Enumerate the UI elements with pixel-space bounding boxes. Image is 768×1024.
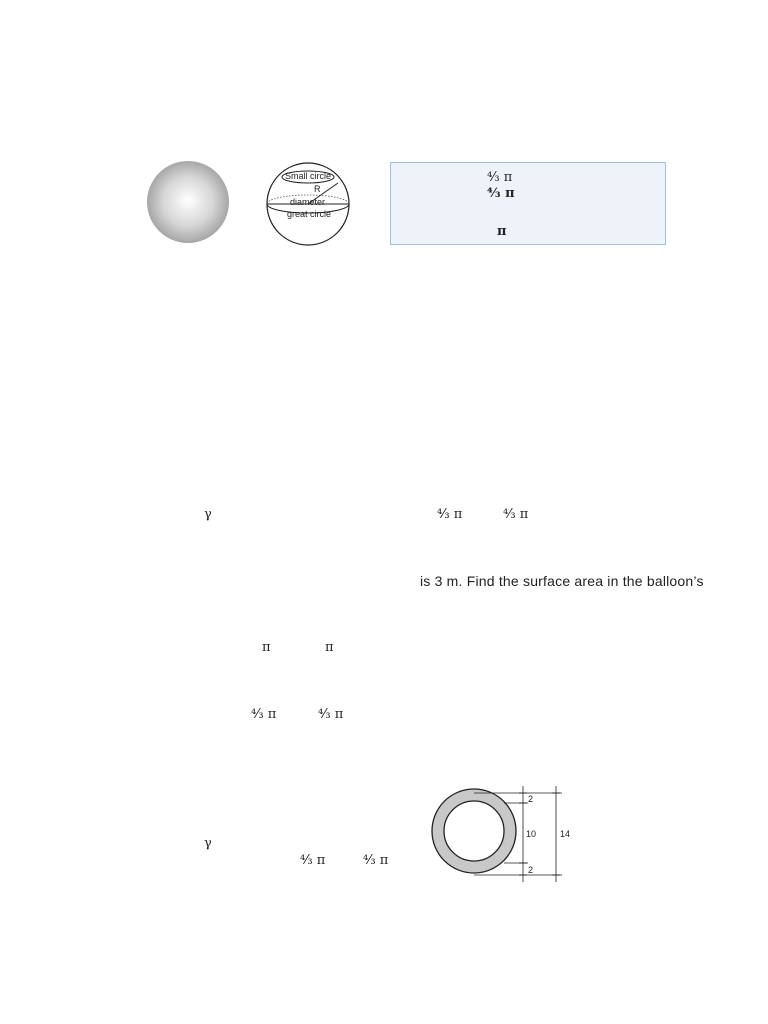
formula-line-1: ⁴⁄₃ π [487,170,513,185]
volume-formula-1a: ⁴⁄₃ π [437,507,463,522]
formula-box [390,162,666,245]
dim-label-bottom: 2 [528,865,534,875]
diameter-label: diameter [290,197,326,207]
volume-formula-2a: ⁴⁄₃ π [251,707,277,722]
gamma-symbol-3: γ [204,836,212,851]
dim-label-outer: 14 [560,829,571,839]
volume-formula-2b: ⁴⁄₃ π [318,707,344,722]
problem-2-text: is 3 m. Find the surface area in the balloon’s [420,573,704,589]
volume-formula-3a: ⁴⁄₃ π [300,853,326,868]
shaded-sphere-figure [145,159,233,245]
small-circle-label: Small circle [285,171,332,181]
formula-line-2: ⁴⁄₃ π [487,186,515,201]
volume-formula-3b: ⁴⁄₃ π [363,853,389,868]
pi-symbol-2a: π [262,640,271,655]
dim-label-inner: 10 [526,829,537,839]
great-circle-label: great circle [287,209,332,219]
inner-cavity [444,801,504,861]
sphere-parts-diagram [262,161,356,249]
radius-label: R [314,184,321,194]
formula-line-3: π [497,224,507,239]
volume-formula-1b: ⁴⁄₃ π [503,507,529,522]
gamma-symbol-1: γ [204,507,212,522]
dim-label-top: 2 [528,794,534,804]
hollow-sphere-diagram [428,784,578,884]
pi-symbol-2b: π [325,640,334,655]
sphere-shape [147,161,229,243]
